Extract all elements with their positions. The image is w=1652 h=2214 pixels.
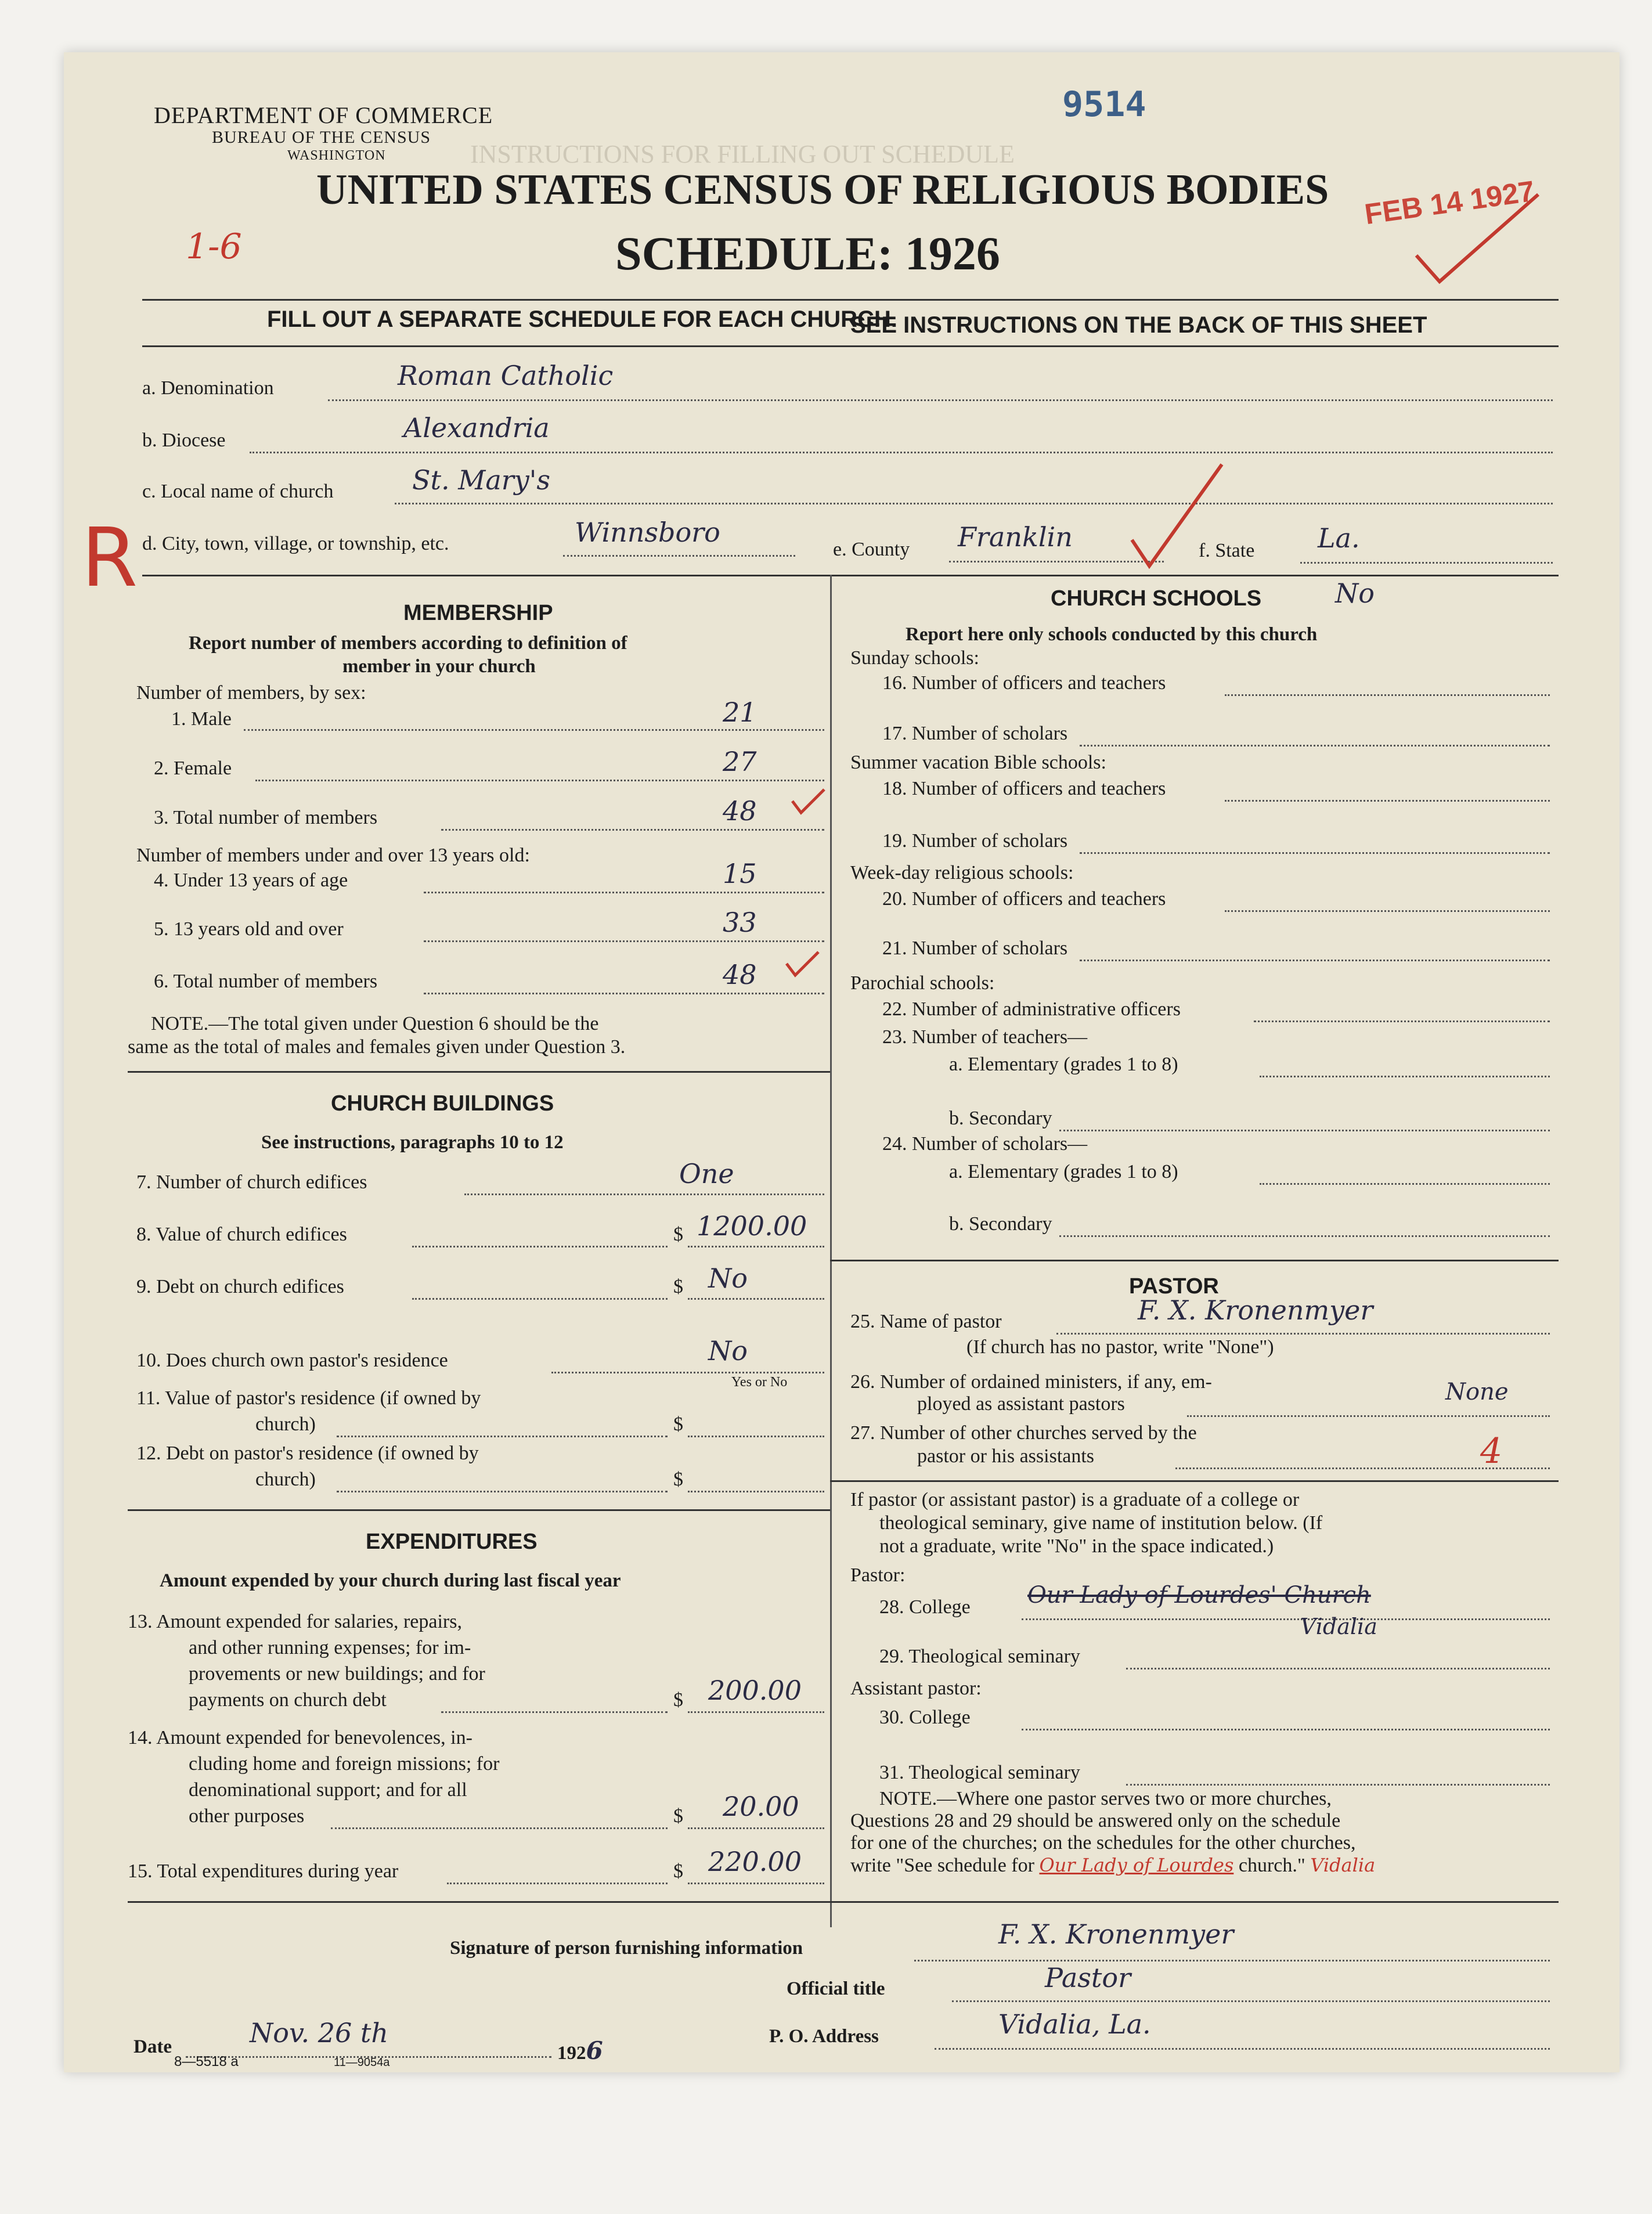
q14-label-d: other purposes [189,1805,305,1827]
membership-subtitle-2: member in your church [342,656,536,677]
membership-note-1: NOTE.—The total given under Question 6 should be the [151,1013,599,1034]
form-title: UNITED STATES CENSUS OF RELIGIOUS BODIES [316,166,1329,214]
pastor-note-3: for one of the churches; on the schedules for the other churches, [850,1832,1356,1854]
date-value: Nov. 26 th [250,2017,388,2049]
banner-right: SEE INSTRUCTIONS ON THE BACK OF THIS SHEET [850,312,1427,338]
q14-value: 20.00 [723,1791,799,1822]
red-check-mark [1411,186,1544,290]
q15-value: 220.00 [708,1846,802,1877]
margin-note: 1-6 [186,226,242,267]
q13-label-d: payments on church debt [189,1689,387,1711]
q12-dollar: $ [673,1469,683,1490]
q2-label: 2. Female [154,758,232,779]
q8-value: 1200.00 [697,1210,807,1242]
q22-label: 22. Number of administrative officers [882,998,1181,1020]
q26-value: None [1445,1379,1509,1405]
q27-label-b: pastor or his assistants [917,1445,1095,1467]
back-instructions-heading: INSTRUCTIONS FOR FILLING OUT SCHEDULE [470,140,1015,168]
q5-label: 5. 13 years old and over [154,918,344,940]
q29-label: 29. Theological seminary [879,1646,1080,1667]
q15-dollar: $ [673,1860,683,1882]
schools-subtitle: Report here only schools conducted by this church [906,624,1318,645]
q23b-label: b. Secondary [949,1108,1052,1129]
buildings-rule [128,1509,830,1511]
parochial-head: Parochial schools: [850,972,995,994]
q14-label-b: cluding home and foreign missions; for [189,1753,500,1775]
q11-dollar: $ [673,1414,683,1435]
signature-label: Signature of person furnishing information [450,1938,803,1959]
red-review-mark: R [81,511,138,605]
q19-label: 19. Number of scholars [882,830,1068,852]
q13-dollar: $ [673,1689,683,1711]
county-label: e. County [833,539,910,560]
summer-head: Summer vacation Bible schools: [850,752,1106,773]
section-rule [142,575,1559,576]
pastor-note-4: write "See schedule for Our Lady of Lourdes church." Vidalia [850,1854,1376,1876]
county-value: Franklin [958,521,1073,553]
q31-label: 31. Theological seminary [879,1762,1080,1783]
footer-rule [128,1901,1559,1903]
state-label: f. State [1199,540,1255,561]
pastor-head: Pastor: [850,1564,906,1586]
local-name-value: St. Mary's [412,464,550,496]
q25-label: 25. Name of pastor [850,1311,1002,1332]
q11-label-b: church) [255,1414,316,1435]
q24a-label: a. Elementary (grades 1 to 8) [949,1161,1178,1182]
q1-label: 1. Male [171,708,232,730]
q4-value: 15 [723,858,757,889]
q12-label-a: 12. Debt on pastor's residence (if owned by [136,1443,479,1464]
banner-rule-top [142,299,1559,301]
q9-label: 9. Debt on church edifices [136,1276,344,1297]
q18-label: 18. Number of officers and teachers [882,778,1166,799]
weekday-head: Week-day religious schools: [850,862,1074,884]
q23a-label: a. Elementary (grades 1 to 8) [949,1054,1178,1075]
pastor-rule [830,1480,1559,1482]
city-value: Winnsboro [575,517,720,548]
q28-value: Our Lady of Lourdes' Church [1027,1582,1371,1609]
state-value: La. [1318,522,1360,554]
denomination-value: Roman Catholic [398,360,614,391]
q20-label: 20. Number of officers and teachers [882,888,1166,910]
membership-note-2: same as the total of males and females given under Question 3. [128,1036,626,1058]
q26-label-b: ployed as assistant pastors [917,1393,1125,1415]
form-number: 8—5518 a [174,2054,239,2069]
received-date-stamp: FEB 14 1927 [1362,174,1537,231]
membership-title: MEMBERSHIP [403,601,553,625]
print-number: 11—9054a [334,2056,390,2069]
q14-dollar: $ [673,1805,683,1827]
q25-note: (If church has no pastor, write "None") [966,1336,1274,1358]
q8-dollar: $ [673,1224,683,1245]
q8-label: 8. Value of church edifices [136,1224,347,1245]
q15-label: 15. Total expenditures during year [128,1860,399,1882]
q13-label-a: 13. Amount expended for salaries, repairs, [128,1611,462,1632]
q27-value: 4 [1480,1431,1503,1472]
year-label: 1926 [557,2036,603,2065]
expenditures-title: EXPENDITURES [366,1530,538,1554]
q6-value: 48 [723,959,757,990]
q11-label-a: 11. Value of pastor's residence (if owned by [136,1387,481,1409]
serial-number: 9514 [1062,84,1146,125]
red-check-q6 [784,949,824,984]
q4-label: 4. Under 13 years of age [154,870,348,891]
banner-rule-bottom [142,345,1559,347]
pastor-title: PASTOR [1129,1274,1219,1299]
q7-label: 7. Number of church edifices [136,1171,367,1193]
q24b-label: b. Secondary [949,1213,1052,1235]
q3-value: 48 [723,795,757,827]
q13-label-b: and other running expenses; for im- [189,1637,471,1658]
pastor-note-city: Vidalia [1310,1854,1376,1876]
q9-dollar: $ [673,1276,683,1297]
grad-note-3: not a graduate, write "No" in the space indicated.) [879,1535,1274,1557]
column-divider [830,575,832,1927]
banner-left: FILL OUT A SEPARATE SCHEDULE FOR EACH CHURCH. [267,307,897,332]
buildings-title: CHURCH BUILDINGS [331,1091,554,1116]
q23-label: 23. Number of teachers— [882,1026,1088,1048]
bureau-name: BUREAU OF THE CENSUS [212,128,431,147]
q14-label-c: denominational support; and for all [189,1779,467,1801]
census-schedule-sheet [64,52,1619,2072]
q30-label: 30. College [879,1707,971,1728]
age-head: Number of members under and over 13 years old: [136,845,530,866]
schools-title-value: No [1335,578,1375,609]
q13-value: 200.00 [708,1675,802,1706]
q7-value: One [679,1158,734,1189]
sunday-head: Sunday schools: [850,647,979,669]
local-name-label: c. Local name of church [142,481,334,502]
q24-label: 24. Number of scholars— [882,1133,1088,1155]
diocese-label: b. Diocese [142,430,226,451]
assistant-head: Assistant pastor: [850,1678,982,1699]
q21-label: 21. Number of scholars [882,937,1068,959]
schools-title: CHURCH SCHOOLS [1051,586,1262,611]
membership-rule [128,1071,830,1073]
membership-subtitle-1: Report number of members according to definition of [189,633,627,654]
q1-value: 21 [723,697,757,728]
buildings-subtitle: See instructions, paragraphs 10 to 12 [261,1132,564,1153]
pastor-note-2: Questions 28 and 29 should be answered only on the schedule [850,1810,1341,1831]
pastor-note-1: NOTE.—Where one pastor serves two or more churches, [879,1788,1332,1809]
pastor-note-fill: Our Lady of Lourdes [1039,1854,1234,1876]
schedule-title: SCHEDULE: 1926 [615,227,1000,280]
po-address-label: P. O. Address [769,2026,879,2047]
q2-value: 27 [723,746,757,777]
q28-label: 28. College [879,1596,971,1618]
q10-label: 10. Does church own pastor's residence [136,1350,448,1371]
q14-label-a: 14. Amount expended for benevolences, in- [128,1727,472,1748]
q28-value-city: Vidalia [1300,1614,1377,1639]
members-by-sex-head: Number of members, by sex: [136,682,366,704]
q6-label: 6. Total number of members [154,971,378,992]
department-name: DEPARTMENT OF COMMERCE [154,102,493,128]
q27-label-a: 27. Number of other churches served by the [850,1422,1197,1444]
date-label: Date [134,2036,172,2057]
city-name: WASHINGTON [287,148,386,163]
q25-value: F. X. Kronenmyer [1138,1294,1373,1326]
q13-label-c: provements or new buildings; and for [189,1663,485,1685]
grad-note-2: theological seminary, give name of institution below. (If [879,1512,1323,1534]
q16-label: 16. Number of officers and teachers [882,672,1166,694]
q5-value: 33 [723,907,757,938]
q3-label: 3. Total number of members [154,807,378,828]
q12-label-b: church) [255,1469,316,1490]
official-title-label: Official title [787,1978,885,1999]
yes-no-caption: Yes or No [731,1375,788,1390]
red-check-q3 [789,787,830,821]
city-label: d. City, town, village, or township, etc. [142,533,449,554]
signature-value: F. X. Kronenmyer [998,1919,1234,1950]
schools-rule [830,1260,1559,1261]
denomination-label: a. Denomination [142,377,274,399]
grad-note-1: If pastor (or assistant pastor) is a graduate of a college or [850,1489,1300,1510]
official-title-value: Pastor [1045,1962,1131,1993]
diocese-value: Alexandria [403,412,550,443]
q9-value: No [708,1263,748,1294]
q10-value: No [708,1335,748,1366]
q17-label: 17. Number of scholars [882,723,1068,744]
po-address-value: Vidalia, La. [998,2009,1151,2040]
q26-label-a: 26. Number of ordained ministers, if any, em- [850,1371,1212,1393]
expenditures-subtitle: Amount expended by your church during last fiscal year [160,1570,621,1591]
